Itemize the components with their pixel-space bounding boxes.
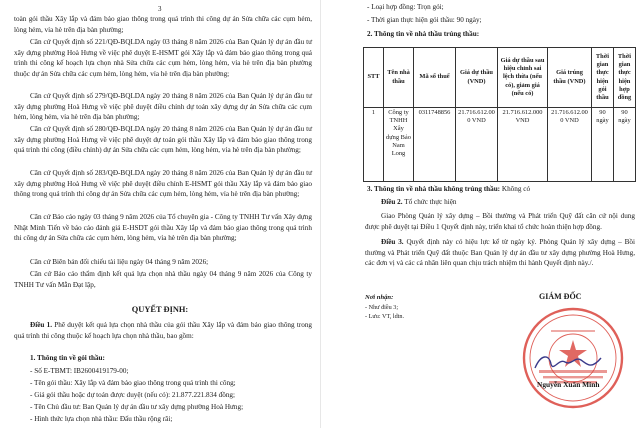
section-1-heading: 1. Thông tin về gói thầu: [30, 354, 105, 362]
article-2-body: Giao Phòng Quản lý xây dựng – Bồi thường và Phát triển Quỹ đất căn cứ nội dung được phê duyệt tại Điều 1 Quyết định này, triển khai tổ chức hoàn thiện hợp đồng. [365, 212, 635, 231]
winner-table [363, 47, 636, 182]
recipients-heading: Nơi nhận: [365, 294, 394, 301]
table-header-cell: STT [364, 48, 384, 108]
table-cell: 1 [364, 108, 384, 182]
section-3-value: Không có [501, 185, 531, 193]
section-2-heading: 2. Thông tin về nhà thầu trúng thầu: [367, 30, 480, 38]
table-header-cell: Giá dự thầu (VND) [456, 48, 498, 108]
legal-basis-5: Căn cứ Báo cáo ngày 03 tháng 9 năm 2026 của Tổ chuyên gia - Công ty TNHH Tư vấn Xây dựng Nhật Minh Tiến về báo cáo đánh giá E-HSDT gói thầu Xây lắp và đảm bảo giao thông trong quá trình thi công dự án Sửa chữa các cụm hẻm, lòng hẻm, vỉa hè trên địa bàn phường; [14, 213, 312, 243]
legal-basis-4: Căn cứ Quyết định số 283/QĐ-BQLDA ngày 20 tháng 8 năm 2026 của Ban Quản lý dự án đầu tư xây dựng phường Hoà Hưng về việc phê duyệt điều chỉnh E-HSMT gói thầu Xây lắp và đảm bảo giao thông trong quá trình thi công dự án Sửa chữa các cụm hẻm, lòng hẻm, vỉa hè trên địa bàn phường; [14, 169, 312, 199]
package-item: - Giá gói thầu hoặc dự toán được duyệt (nếu có): 21.877.221.834 đồng; [30, 391, 236, 399]
article-2-text: Tổ chức thực hiện [404, 198, 457, 206]
article-2-label: Điều 2. [381, 198, 403, 206]
table-cell: 21.716.612.000 VND [498, 108, 548, 182]
signer-name: Nguyễn Xuân Minh [537, 380, 600, 389]
table-header-row [364, 48, 636, 108]
package-duration: - Thời gian thực hiện gói thầu: 90 ngày; [367, 16, 482, 24]
table-header-cell: Tên nhà thầu [384, 48, 414, 108]
recipient-item: - Như điều 3; [365, 304, 399, 311]
table-header-cell: Giá trúng thầu (VND) [548, 48, 592, 108]
document-page-right [321, 0, 640, 428]
table-header-cell: Thời gian thực hiện gói thầu [592, 48, 614, 108]
section-3 [367, 184, 635, 195]
article-3 [365, 237, 635, 269]
table-cell: 0311748856 [414, 108, 456, 182]
section-3-heading: 3. Thông tin về nhà thầu không trúng thầu: [367, 185, 501, 193]
article-2 [381, 197, 635, 208]
package-item: - Hình thức lựa chọn nhà thầu: Đấu thầu rộng rãi; [30, 415, 173, 423]
signer-title: GIÁM ĐỐC [539, 292, 582, 301]
article-3-body: Quyết định này có hiệu lực kể từ ngày ký. Phòng Quản lý xây dựng – Bồi thường và Phát triển Quỹ đất thuộc Ban Quản lý dự án đầu tư xây dựng phường Hoà Hưng, các đơn vị và các cá nhân liên quan chịu trách nhiệm thi hành Quyết định này./. [365, 238, 636, 268]
signature [531, 350, 605, 376]
line-top: toàn gói thầu Xây lắp và đảm bảo giao thông trong quá trình thi công dự án Sửa chữa các cụm hẻm, lòng hẻm, vỉa hè trên địa bàn phường; [14, 15, 312, 34]
package-item: - Tên gói thầu: Xây lắp và đảm bảo giao thông trong quá trình thi công; [30, 379, 236, 387]
article-1 [14, 320, 312, 341]
table-row [364, 108, 636, 182]
article-1-label: Điều 1. [30, 321, 53, 329]
table-cell: Công ty TNHH Xây dựng Bảo Nam Long [384, 108, 414, 182]
table-cell: 21.716.612.000 VND [456, 108, 498, 182]
article-1-text: Phê duyệt kết quả lựa chọn nhà thầu của gói thầu Xây lắp và đảm bảo giao thông trong quá trình thi công thuộc kế hoạch lựa chọn nhà thầu, bao gồm: [14, 321, 313, 340]
recipient-item: - Lưu: VT, ldtn. [365, 313, 405, 320]
table-cell: 90 ngày [614, 108, 636, 182]
legal-basis-6: Căn cứ Biên bản đối chiếu tài liệu ngày 04 tháng 9 năm 2026; [30, 258, 209, 266]
decision-title: QUYẾT ĐỊNH: [131, 305, 189, 314]
legal-basis-2: Căn cứ Quyết định số 279/QĐ-BQLDA ngày 20 tháng 8 năm 2026 của Ban Quản lý dự án đầu tư xây dựng phường Hoà Hưng về việc phê duyệt điều chỉnh dự toán xây dựng dự án Sửa chữa các cụm hẻm, lòng hẻm, vỉa hè trên địa bàn phường; [14, 92, 312, 122]
package-item: - Tên Chủ đầu tư: Ban Quản lý dự án đầu tư xây dựng phường Hoà Hưng; [30, 403, 244, 411]
package-item: - Số E-TBMT: IB2600419179-00; [30, 367, 129, 375]
table-header-cell: Thời gian thực hiện hợp đồng [614, 48, 636, 108]
table-header-cell: Giá dự thầu sau hiệu chỉnh sai lệch thừa (nếu có), giảm giá (nếu có) [498, 48, 548, 108]
article-3-label: Điều 3. [381, 238, 404, 246]
legal-basis-7: Căn cứ Báo cáo thẩm định kết quả lựa chọn nhà thầu ngày 04 tháng 9 năm 2026 của Công ty TNHH Tư vấn Mẫn Đạt lập, [14, 270, 312, 289]
page-number: 3 [158, 5, 162, 13]
table-cell: 21.716.612.000 VND [548, 108, 592, 182]
legal-basis-3: Căn cứ Quyết định số 280/QĐ-BQLDA ngày 20 tháng 8 năm 2026 của Ban Quản lý dự án đầu tư xây dựng phường Hoà Hưng về việc phê duyệt dự toán gói thầu Xây lắp và đảm bảo giao thông trong quá trình thi công (điều chỉnh) dự án Sửa chữa các cụm hẻm, lòng hẻm, vỉa hè trên địa bàn phường; [14, 125, 312, 155]
legal-basis-1: Căn cứ Quyết định số 221/QĐ-BQLDA ngày 03 tháng 8 năm 2026 của Ban Quản lý dự án đầu tư xây dựng phường Hoà Hưng về việc phê duyệt E-HSMT gói Xây lắp và đảm bảo giao thông trong quá trình thi công kế hoạch lựa chọn nhà Sửa chữa các cụm hẻm, lòng hẻm, vỉa hè trên địa bàn phường thuộc dự án Sửa chữa các cụm hẻm, lòng hẻm, vỉa hè trên địa bàn phường; [14, 38, 312, 78]
contract-type: - Loại hợp đồng: Trọn gói; [367, 3, 444, 11]
table-cell: 90 ngày [592, 108, 614, 182]
table-header-cell: Mã số thuế [414, 48, 456, 108]
